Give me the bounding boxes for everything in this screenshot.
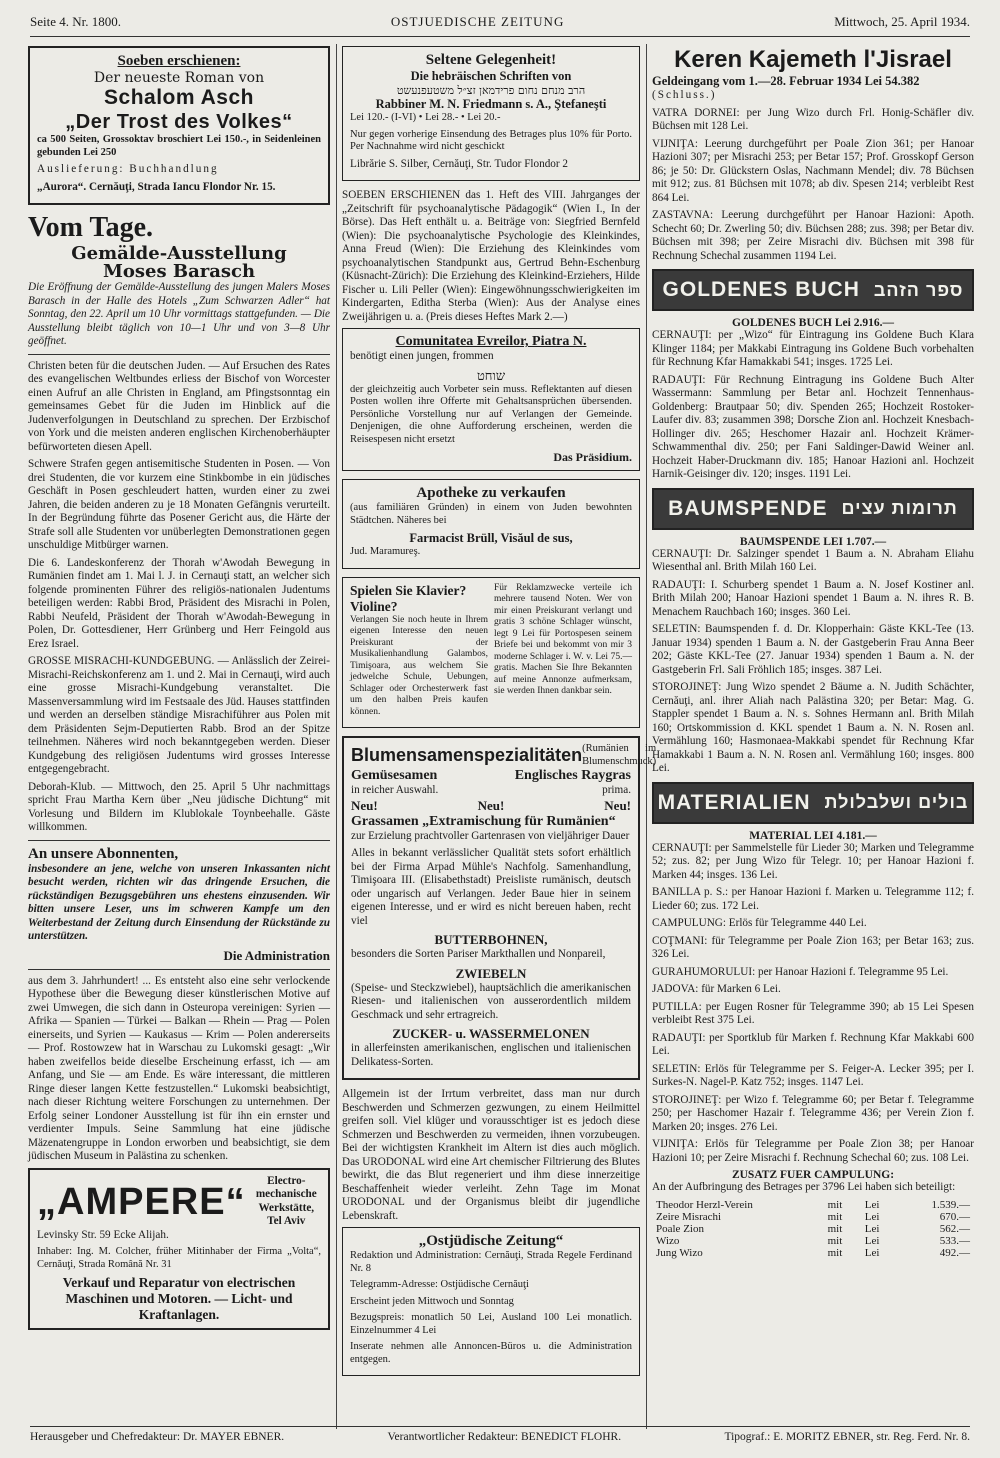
row-mit: mit (827, 1234, 843, 1247)
zusatz-text: An der Aufbringung des Betrages per 3796 Lei haben sich beteiligt: (652, 1181, 956, 1193)
blumen-alles: Alles in bekannt verlässlicher Qualität stets sofort erhältlich bei der Firma Arpad Mühle's Nachfolg. Samenhandlung, Timişoara III. (Elisabethstadt) Preisliste rumänisch, deutsch oder ungarisch auf Verlangen. Jeder Baue hier in seinem eigenen Interesse, und er wird es nicht bereuen haben, recht viel (351, 847, 631, 927)
gb-entry: CERNAUŢI: per „Wizo“ für Eintragung ins Goldene Buch Klara Klinger 1184; per Makkabi Eintragung ins Goldene Buch vorbehalten für Rechnung Kfar Hamakkabi 541; insges. 1725 Lei. (652, 329, 974, 368)
gelegenheit-sub: Die hebräischen Schriften von (410, 69, 572, 83)
comunitatea-sign: Das Präsidium. (553, 450, 632, 464)
barasch-text: Die Eröffnung der Gemälde-Ausstellung des jungen Malers Moses Barasch in der Halle des Hotels „Zum Schwarzen Adler“ hat Sonntag, den 22. April um 10 Uhr vormittags stattgefunden. — Die Ausstellung bleibt täglich von 10—1 Uhr und von 3—8 Uhr geöffnet. (28, 281, 330, 347)
gb-entry: RADAUŢI: Für Rechnung Eintragung ins Goldene Buch Alter Wassermann: Sammlung per Betar anl. Hochzeit Tennenhaus-Goldenberg: Brautpaar 50; div. Spenden 265; Hochzeit Rostoker-Laufer div. 83; zusammen 398; Dorsche Zion anl. Hochzeit Knesbach-Hollinger div. 265; Heschomer Hazair anl. Hochzeit Krämer-Schwammenthal div. 250; per Fani Saldinger-Dawid Weiner anl. Hochzeit Haber-Druckmann div. 185; Hanoar Hazioni anl. Hochzeit Harnik-Geisinger div. 120; insges. 1191 Lei. (652, 373, 974, 480)
blumen-neu: Neu! (351, 797, 378, 813)
banner-label: MATERIALIEN (657, 790, 811, 814)
zeitschrift-notice: SOEBEN ERSCHIENEN das 1. Heft des VIII. Jahrganges der „Zeitschrift für psychoanalytische Pädagogik“ (Wien I., In der Börse). Das Heft enthält u. a. Beiträge von: Siegfried Bernfeld (Wien): Die psychoanalytische Psychologie des Kleinkindes, Anna Freud (Wien): Die Erziehung des Kleinkindes vom psychoanalytischen Standpunkt aus, Gertrud Behn-Eschenburg (Küsnacht-Zürich): Die Erziehung des Kleinkind-Erziehers, Hilde Fischer u. Lili Peller (Wien): Eingewöhnungsschwierigkeiten im Kindergarten, Editha Sterba (Wien): Aus der Analyse eines Zweijährigen u. a. (Preis dieses Heftes Mark 2.—) (342, 189, 640, 323)
zusatz-table (652, 1199, 974, 1259)
asch-line: Der neueste Roman von (93, 70, 265, 86)
row-amount: 533.— (939, 1234, 970, 1247)
asch-dist: Auslieferung: Buchhandlung (37, 163, 219, 175)
gelegenheit-title: Seltene Gelegenheit! (425, 52, 557, 68)
baumspende-banner (652, 488, 974, 530)
apotheke-text: (aus familiären Gründen) in einem von Juden bewohnten Städtchen. Näheres bei (350, 502, 632, 526)
blumen-butter: BUTTERBOHNEN, (434, 932, 548, 947)
asch-author: Schalom Asch (104, 86, 254, 109)
ampere-name: „AMPERE“ (37, 1180, 246, 1223)
mt-entry: RADAUŢI: per Sportklub für Marken f. Rechnung Kfar Makkabi 600 Lei. (652, 1031, 974, 1057)
mt-entry: PUTILLA: per Eugen Rosner für Telegramme 390; ab 15 Lei Spesen verbleibt Rest 375 Lei. (652, 1000, 974, 1026)
comunitatea-hebrew: שוחט (476, 368, 506, 384)
blumen-ad (342, 736, 657, 1080)
mt-entry: BANILLA p. S.: per Hanoar Hazioni f. Marken u. Telegramme 112; f. Lieder 60; zus. 172 Lei. (652, 886, 974, 912)
news-item: Christen beten für die deutschen Juden. — Auf Ersuchen des Rates des evangelischen Weltbundes erliess der Bischof von Worcester einen Aufruf an alle Christen in England, am Pfingstsonntag ein gemeinsames Gebet für die Juden im Hinblick auf die Judenverfolgungen in Deutschland zu sprechen. Der Erzbischof von York und die meisten anderen englischen Kirchenoberhäupter befürworteten diesen Apell. (28, 359, 330, 453)
asch-shop: „Aurora“. Cernăuţi, Strada Iancu Flondor Nr. 15. (37, 180, 276, 193)
gelegenheit-rabbi: Rabbiner M. N. Friedmann s. A., Ştefaneşti (375, 97, 607, 111)
kkl-entry: ZASTAVNA: Leerung durchgeführt per Hanoar Hazioni: Apoth. Schecht 60; Dr. Zwerling 50; div. Büchsen 288; zus. 398; per Betar div. Büchsen mit 398; per Zeire Misrachi div. Büchsen mit 398 für Rechnung Schechal zusammen 1194 Lei. (652, 209, 974, 262)
table-row (652, 1211, 974, 1223)
row-amount: 562.— (939, 1222, 970, 1235)
blumen-butter2: besonders die Sorten Pariser Markthallen und Nonpareil, (351, 948, 606, 960)
bs-entry: SELETIN: Baumspenden f. d. Dr. Klopperhain: Gäste KKL-Tee (13. Januar 1934) spenden 1 Baum a. N. der Gastgeberin Frau Anna Beer 202; Gäste KKL-Tee (27. Januar 1934) spenden 1 Baum a. N. der Gastgeberin Frl. Sali Fröhlich 185; insges. 387 Lei. (652, 623, 974, 676)
abonnenten-text: insbesondere an jene, welche von unseren Inkassanten nicht besucht werden, richten wir das dringende Ersuchen, die rückständigen Bezugsgebühren uns ehestens einzusenden. Wir bitten unsere Leser, uns im schweren Kampfe um den Weiterbestand der Zeitung durch Einsendung der Rückstände zu unterstützen. (28, 862, 330, 942)
blumen-gem2: in reicher Auswahl. (351, 784, 439, 796)
kkl-entry: VATRA DORNEI: per Jung Wizo durch Frl. Honig-Schäfler div. Büchsen mit 128 Lei. (652, 106, 974, 132)
mt-entry: CAMPULUNG: Erlös für Telegramme 440 Lei. (652, 917, 867, 929)
column-divider (336, 44, 337, 1429)
apotheke-title: Apotheke zu verkaufen (416, 485, 566, 501)
row-lei: Lei (864, 1222, 880, 1235)
row-name: Poale Zion (656, 1222, 704, 1235)
impressum-title: „Ostjüdische Zeitung“ (418, 1233, 564, 1249)
comunitatea-title: Comunitatea Evreilor, Piatra N. (395, 334, 587, 349)
impressum-line: Erscheint jeden Mittwoch und Sonntag (350, 1295, 514, 1307)
row-name: Zeire Misrachi (656, 1210, 722, 1223)
row-mit: mit (827, 1198, 843, 1211)
row-lei: Lei (864, 1234, 880, 1247)
zusatz-title: ZUSATZ FUER CAMPULUNG: (731, 1169, 895, 1181)
news-item: GROSSE MISRACHI-KUNDGEBUNG. — Anlässlich der Zeirei-Misrachi-Reichskonferenz am 1. und 2. Mai in Cernauţi, wird auch eine grosse Misrachi-Kundgebung veranstaltet. Die Massenversammlung wird im Festsaale des Jüd. Hauses stattfinden und werden an derselben ständige Misrachiführer aus Polen mit dem Präsidenten Sejm-Deputierten Rabb. Brod an der Spitze teilnehmen. Näheres wird noch bekanntgegeben werden. Dieser Kundgebung des religiösen Judentums wird grosses Interesse entgegengebracht. (28, 655, 330, 775)
asch-price: ca 500 Seiten, Grossoktav broschiert Lei 150.-, in Seidenleinen gebunden Lei 250 (37, 134, 321, 158)
blumen-neu: Neu! (604, 797, 631, 813)
comunitatea-sub: benötigt einen jungen, frommen (350, 350, 494, 362)
row-name: Theodor Herzl-Verein (656, 1198, 753, 1211)
ampere-sub: Electro-mechanische Werkstätte, Tel Aviv (255, 1174, 317, 1227)
row-lei: Lei (864, 1198, 880, 1211)
blumen-melonen: ZUCKER- u. WASSERMELONEN (392, 1026, 590, 1041)
divider (28, 840, 330, 841)
table-row (652, 1199, 974, 1211)
klavier-ad (342, 577, 640, 729)
row-lei: Lei (864, 1210, 880, 1223)
gb-title: GOLDENES BUCH Lei 2.916.— (732, 317, 894, 329)
row-amount: 492.— (939, 1246, 970, 1259)
row-mit: mit (827, 1222, 843, 1235)
gelegenheit-shop: Librărie S. Silber, Cernăuţi, Str. Tudor Flondor 2 (350, 157, 569, 170)
friedmann-ad (342, 46, 640, 181)
row-name: Jung Wizo (656, 1246, 703, 1259)
mt-entry: STOROJINEŢ: per Wizo f. Telegramme 60; per Betar f. Telegramme 250; per Haschomer Hazair f. Telegramme 436; per Verein Zion f. Marken 20; insges. 276 Lei. (652, 1093, 974, 1133)
bs-entry: RADAUŢI: I. Schurberg spendet 1 Baum a. N. Josef Kostiner anl. Brith Milah 200; Hanoar Hazioni spendet 1 Baum a. N. ihres R. B. Menachem Rauchbach 160; insges. 360 Lei. (652, 578, 974, 618)
kkl-entry: VIJNIŢA: Leerung durchgeführt per Poale Zion 361; per Hanoar Hazioni 307; per Misrachi 253; per Betar 157; Prof. Grosskopf Gerson 86; je 50: Dr. Glückstern Oslas, Nachmann Mendel; div. 78 Büchsen mit 912; zus. 81 Büchsen mit 1078; ab div. Spesen 214; verbleibt Rest 864 Lei. (652, 137, 974, 204)
abonnenten-sign: Die Administration (223, 947, 330, 963)
gelegenheit-prices: Lei 120.- (I-VI) • Lei 28.- • Lei 20.- (350, 112, 501, 123)
blumen-gem: Gemüsesamen (351, 768, 438, 783)
row-lei: Lei (864, 1246, 880, 1259)
apotheke-ad (342, 479, 640, 569)
blumen-gras2: zur Erzielung prachtvoller Gartenrasen von vieljähriger Dauer (351, 829, 630, 842)
newspaper-name: OSTJUEDISCHE ZEITUNG (390, 14, 565, 29)
barasch-h2: Moses Barasch (102, 261, 256, 282)
mt-entry: JADOVA: für Marken 6 Lei. (652, 983, 781, 995)
banner-label: GOLDENES BUCH (662, 278, 860, 301)
gelegenheit-note: Nur gegen vorherige Einsendung des Betrages plus 10% für Porto. Per Nachnahme wird nicht geschickt (350, 128, 632, 152)
ampere-addr: Levinsky Str. 59 Ecke Alijah. (37, 1228, 169, 1241)
blumen-mel2: in allerfeinsten amerikanischen, englischen und italienischen Delikatess-Sorten. (351, 1042, 631, 1068)
impressum-line: Bezugspreis: monatlich 50 Lei, Ausland 100 Lei monatlich. Einzelnummer 4 Lei (350, 1312, 632, 1336)
column-right (652, 46, 974, 1426)
kkl-title: Keren Kajemeth l'Jisrael (674, 46, 952, 73)
asch-title: „Der Trost des Volkes“ (65, 111, 293, 133)
column-left (28, 46, 330, 1426)
mt-entry: SELETIN: Erlös für Telegramme per S. Feiger-A. Lecker 395; per I. Surkes-N. Nagel-P. Katz 752; insges. 1147 Lei. (652, 1062, 974, 1088)
bs-title: BAUMSPENDE LEI 1.707.— (739, 535, 887, 548)
footer-editor: Verantwortlicher Redakteur: BENEDICT FLOHR. (387, 1431, 622, 1443)
row-name: Wizo (656, 1234, 680, 1247)
row-mit: mit (827, 1210, 843, 1223)
barasch-h1: Gemälde-Ausstellung (71, 243, 287, 264)
footer-printer: Tipograf.: E. MORITZ EBNER, str. Reg. Ferd. Nr. 8. (724, 1431, 970, 1443)
article-continuation: aus dem 3. Jahrhundert! ... Es entsteht also eine sehr verlockende Hypothese über die Bewegung dieser künstlerischen Motive auf zwei Umwegen, die sich dann in Osteuropa vereinigen: Syrien — Afrika — Spanien — Türkei — Balkan — Rhein — Prag — Polen einerseits, und Syrien — Kaukasus — Krim — Polen andererseits — Prof. Rostowzew hat in Warschau zu Lukomski gesagt: „Wir haben zweifellos beide dieselbe Erscheinung erfasst, ich — am Anfang, und Sie — am Ende. Es wäre interessant, die mittleren Ringe dieser langen Kette festzustellen.“ Lukomski beabsichtigt, nach dieser Richtung weitere Forschungen zu unternehmen. Der Erfolg seiner Londoner Ausstellung ist für ihn ein ernster und verdienter Impuls. Seine Sammlung hat eine jüdische Mäzenatengruppe in London erworben und beabsichtigt, sie dem jüdischen Museum in Palästina zu schenken. (28, 974, 330, 1162)
blumen-gras: Grassamen „Extramischung für Rumänien“ (351, 813, 616, 829)
column-middle (342, 46, 657, 1426)
asch-kicker: Soeben erschienen: (117, 53, 241, 69)
materialien-banner (652, 782, 974, 824)
blumen-zwiebeln: ZWIEBELN (455, 965, 527, 981)
kkl-sub: Geldeingang vom 1.—28. Februar 1934 Lei 54.382 (652, 74, 920, 88)
blumen-neu: Neu! (477, 797, 505, 813)
abonnenten-title: An unsere Abonnenten, (28, 845, 179, 862)
apotheke-place: Jud. Maramureş. (350, 546, 421, 557)
goldenes-buch-banner (652, 269, 974, 311)
impressum-line: Redaktion und Administration: Cernăuţi, Strada Regele Ferdinand Nr. 8 (350, 1250, 632, 1274)
kkl-schluss: (Schluss.) (652, 89, 717, 101)
row-amount: 1.539.— (931, 1198, 970, 1211)
page-header (30, 14, 970, 37)
comunitatea-ad (342, 328, 640, 471)
banner-label: BAUMSPENDE (668, 496, 828, 520)
ampere-ad (28, 1168, 330, 1331)
page-number: Seite 4. Nr. 1800. (30, 14, 121, 29)
banner-hebrew: בולים ושלבלולת (824, 792, 969, 812)
ampere-owner: Inhaber: Ing. M. Colcher, früher Mitinhaber der Firma „Volta“, Cernăuţi, Strada Română Nr. 31 (37, 1246, 321, 1270)
blumen-title-note: (Rumänien im Blumenschmuck) (582, 743, 657, 767)
urodonal-ad: Allgemein ist der Irrtum verbreitet, dass man nur durch Beschwerden und Schmerzen gezwungen, zu einem Heilmittel greifen soll. Viel klüger und vorausschtiger ist es jedoch diese Schmerzen und Beschwerden zu vermeiden, ihnen vorzubeugen. Bei der wichtigsten Krankheit im Altern ist dies auch möglich. Das URODONAL wird eine Art chemischer Filtrierung des Blutes bewirkt, die das Blut regeneriert und ihm diese innerzeitige Beschaffenheit wieder verleiht. Zehn Tage im Monat URODONAL und der Organismus bleibt dir jugendliche Lebenskraft. (342, 1088, 640, 1222)
mt-title: MATERIAL LEI 4.181.— (749, 829, 877, 842)
divider (28, 969, 330, 970)
impressum-line: Telegramm-Adresse: Ostjüdische Cernăuţi (350, 1279, 529, 1290)
bs-entry: CERNAUŢI: Dr. Salzinger spendet 1 Baum a. N. Abraham Eliahu Wiesenthal anl. Brith Milah 160 Lei. (652, 547, 974, 573)
table-row (652, 1235, 974, 1247)
ampere-slogan: Verkauf und Reparatur von electrischen Maschinen und Motoren. — Licht- und Kraftanlagen. (62, 1275, 296, 1322)
news-item: Die 6. Landeskonferenz der Thorah w'Awodah Bewegung in Rumänien findet am 1. Mai l. J. in Cernauţi statt, an welcher sich folgende prominenten Führer des religiös-nationalen Judentums beteiligen werden: Rabbi Brod, Präsident des Misrachi in Polen, Rabbi Neufeld, Präsident der Thorah w'Awodah-Bewegung in Polen, Dr. Gottesdiener, Herr Grünberg und Herr Feingold aus Erez Israel. (28, 556, 330, 650)
blumen-ray2: prima. (602, 784, 631, 796)
row-amount: 670.— (939, 1210, 970, 1223)
news-item: Deborah-Klub. — Mittwoch, den 25. April 5 Uhr nachmittags spricht Frau Martha Kern über „Neu jüdische Dichtung“ mit Vorlesung und Bildern im Klublokale Toynbeehalle. Gäste willkommen. (28, 780, 330, 833)
bs-entry: STOROJINEŢ: Jung Wizo spendet 2 Bäume a. N. Judith Schächter, Cernăuţi, anl. ihrer Aliah nach Palästina 320; per Betar: Mag. G. Stappler spendet 1 Baum a. N. s. Sohnes Hermann anl. Brith Milah 160; Ortskommission d. KKL spendet 1 Baum a. N. N. Rosen anl. Vermählung 160; Hasmonaea-Makkabi spendet für Rechnung Kfar Hamakkabi 1 Baum a. N. N. Rosen anl. Vermählung 160; insges. 800 Lei. (652, 681, 974, 774)
section-title-vom-tage: Vom Tage. (28, 212, 154, 243)
banner-hebrew: ספר הזהב (873, 279, 964, 300)
issue-date: Mittwoch, 25. April 1934. (834, 14, 970, 29)
blumen-zw2: (Speise- und Steckzwiebel), hauptsächlich die amerikanischen Riesen- und italienischen von ausserordentlich mildem Geschmack und sehr ertragreich. (351, 981, 631, 1021)
klavier-left: Verlangen Sie noch heute in Ihrem eigenen Interesse den neuen Preiskurant der Musikalienhandlung Galambos, Timişoara, aus welchem Sie jedwelche Schule, Uebungen, Schlager oder Orchesterwerk fast um den halben Preis kaufen können. (350, 614, 488, 717)
footer-publisher: Herausgeber und Chefredakteur: Dr. MAYER EBNER. (30, 1431, 285, 1443)
gelegenheit-hebrew: הרב מנחם נחום פרידמאן זצ״ל משטעפנעשט (396, 84, 586, 97)
divider (28, 354, 330, 355)
apotheke-name: Farmacist Brüll, Visăul de sus, (409, 531, 573, 545)
column-divider (646, 44, 647, 1429)
mt-entry: GURAHUMORULUI: per Hanoar Hazioni f. Telegramme 95 Lei. (652, 965, 949, 978)
row-mit: mit (827, 1246, 843, 1259)
blumen-title: Blumensamenspezialitäten (351, 745, 583, 765)
impressum (342, 1227, 640, 1376)
klavier-right: Für Reklamzwecke verteile ich mehrere tausend Noten. Wer von mir einen Preiskurant verlangt und gratis 3 schöne Schlager wünscht, legt 9 Lei für Portospesen seinem Briefe bei und bekommt von mir 3 moderne Schlager i. W. v. Lei 75.— gratis. Machen Sie Ihre Bekannten auf meine Annonze aufmerksam, sie werden Ihnen dankbar sein. (494, 582, 632, 696)
asch-ad (28, 46, 330, 205)
blumen-ray: Englisches Raygras (514, 768, 631, 783)
impressum-line: Inserate nehmen alle Annoncen-Büros u. die Administration entgegen. (350, 1341, 632, 1365)
mt-entry: VIJNIŢA: Erlös für Telegramme per Poale Zion 38; per Hanoar Hazioni 10; per Zeire Misrachi f. Rechnung Schechal 60; zus. 108 Lei. (652, 1138, 974, 1164)
klavier-title: Spielen Sie Klavier? Violine? (350, 582, 467, 614)
page-footer (30, 1426, 970, 1443)
mt-entry: CERNAUŢI: per Sammelstelle für Lieder 30; Marken und Telegramme 52; zus. 82; per Jung Wizo für Telegr. 10; per Hanoar Hazioni f. Marken 44; insges. 136 Lei. (652, 841, 974, 881)
news-item: Schwere Strafen gegen antisemitische Studenten in Posen. — Von drei Studenten, die vor kurzem eine Stinkbombe in ein jüdisches Geschäft in Posen geschleudert hatten, wurden einer zu zwei Jahren, die beiden anderen zu je 18 Monaten Gefängnis verurteilt. In der Begründung führte das Posener Gericht aus, die Härte der Strafe soll alle Studenten vor unüberlegten Demonstrationen gegen unschuldige Mitbürger warnen. (28, 458, 330, 551)
table-row (652, 1247, 974, 1259)
banner-hebrew: תרומות עצים (841, 498, 958, 518)
table-row (652, 1223, 974, 1235)
comunitatea-text: der gleichzeitig auch Vorbeter sein muss. Reflektanten auf diesen Posten wollen ihre Offerte mit Gehaltsansprüchen übersenden. Persönliche Vorstellung nur auf Verlangen der Gemeinde. Denjenigen, die ohne Aufforderung erscheinen, werden die Reisespesen nicht ersetzt (350, 383, 632, 445)
mt-entry: COŢMANI: für Telegramme per Poale Zion 163; per Betar 163; zus. 326 Lei. (652, 934, 974, 960)
